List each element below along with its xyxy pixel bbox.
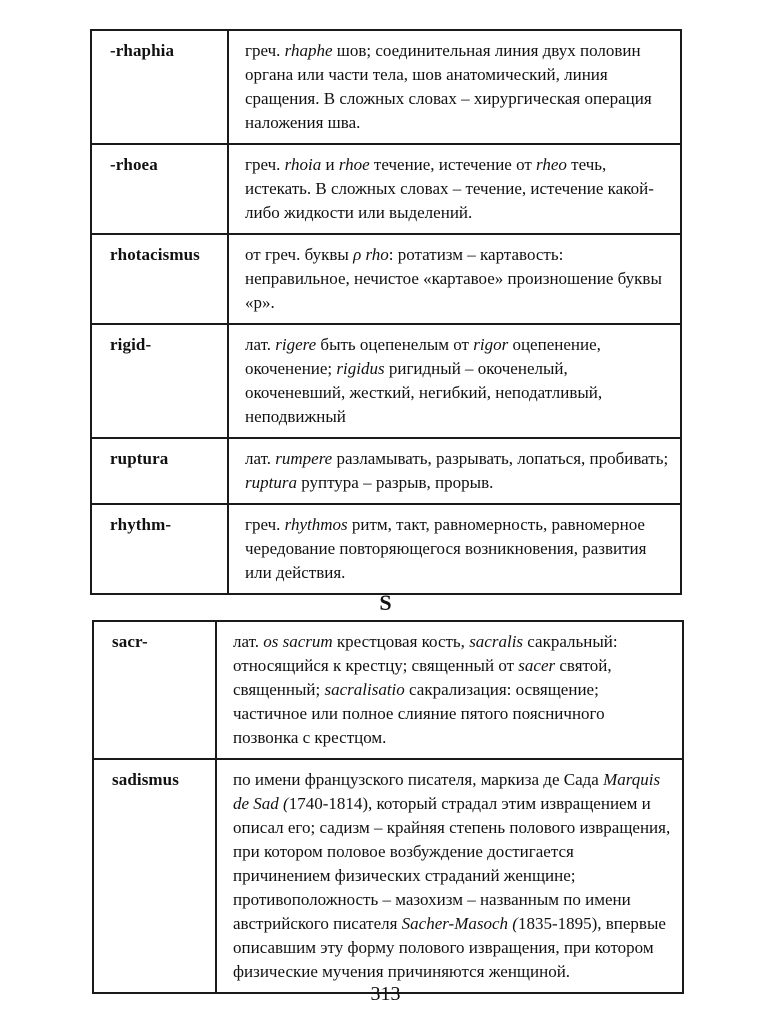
section-heading: S: [379, 590, 392, 615]
term-cell: sacr-: [93, 621, 216, 759]
definition-cell: [228, 144, 681, 234]
definition-cell: [228, 438, 681, 504]
page-number: 313: [370, 983, 401, 1005]
definition-text: греч.: [245, 41, 285, 60]
table-row: [93, 621, 683, 759]
definition-text: лат.: [245, 449, 276, 468]
definition-text: святой, священный;: [233, 656, 612, 699]
definition-text: от греч. буквы: [245, 245, 354, 264]
definition-italic-text: rigere: [275, 335, 317, 354]
definition-text: 1835-1895), впервые описавшим эту форму полового извращения, при котором физические мучения причиняются женщиной.: [233, 914, 666, 981]
definition-italic-text: sacralis: [469, 632, 524, 651]
definition-text: : ротатизм – картавость: неправильное, нечистое «картавое» произношение буквы «р».: [245, 245, 662, 312]
definition-text: течь, истекать. В сложных словах – течение, истечение какой-либо жидкости или выделений.: [245, 155, 654, 222]
definition-italic-text: rhoe: [338, 155, 370, 174]
definition-text: оцепенение, окоченение;: [245, 335, 601, 378]
term-cell: -rhoea: [91, 144, 228, 234]
definition-text: разламывать, разрывать, лопаться, пробивать;: [332, 449, 669, 468]
table-row: [91, 324, 681, 438]
definition-italic-text: rhoia: [284, 155, 322, 174]
term-cell: rhotacismus: [91, 234, 228, 324]
definition-text: течение, истечение от: [369, 155, 537, 174]
definition-text: ритм, такт, равномерность, равномерное чередование повторяющегося возникновения, развития или действия.: [245, 515, 647, 582]
definition-text: греч.: [245, 155, 285, 174]
table-row: [91, 30, 681, 144]
definition-text: сакральный: относящийся к крестцу; священный от: [233, 632, 618, 675]
definition-italic-text: rigidus: [336, 359, 385, 378]
definition-cell: [216, 759, 683, 993]
definition-italic-text: rheo: [536, 155, 567, 174]
term-cell: rhythm-: [91, 504, 228, 594]
definition-text: лат.: [245, 335, 276, 354]
table-row: [91, 504, 681, 594]
definition-italic-text: rhythmos: [284, 515, 348, 534]
definition-italic-text: sacer: [518, 656, 556, 675]
table-row: [91, 234, 681, 324]
definition-text: быть оцепенелым от: [316, 335, 474, 354]
definition-cell: [228, 324, 681, 438]
definition-cell: [228, 234, 681, 324]
term-cell: rigid-: [91, 324, 228, 438]
table-row: [91, 144, 681, 234]
definition-cell: [228, 504, 681, 594]
table-row: [91, 438, 681, 504]
definition-text: руптура – разрыв, прорыв.: [296, 473, 494, 492]
glossary-table-s: [92, 620, 684, 994]
definition-text: ригидный – окоченелый, окоченевший, жесткий, негибкий, неподатливый, неподвижный: [245, 359, 603, 426]
definition-italic-text: Marquis de Sad (: [233, 770, 661, 813]
definition-text: сакрализация: освящение; частичное или полное слияние пятого поясничного позвонка с крестцом.: [233, 680, 605, 747]
table-row: [93, 759, 683, 993]
definition-italic-text: sacralisatio: [324, 680, 405, 699]
term-cell: ruptura: [91, 438, 228, 504]
definition-italic-text: rigor: [473, 335, 509, 354]
term-cell: sadismus: [93, 759, 216, 993]
definition-text: греч.: [245, 515, 285, 534]
definition-italic-text: ruptura: [245, 473, 297, 492]
definition-cell: [216, 621, 683, 759]
definition-italic-text: Sacher-Masoch (: [401, 914, 518, 933]
definition-italic-text: ρ rho: [353, 245, 389, 264]
definition-text: по имени французского писателя, маркиза де Сада: [233, 770, 604, 789]
definition-italic-text: rumpere: [275, 449, 333, 468]
definition-text: 1740-1814), который страдал этим извращением и описал его; садизм – крайняя степень полового извращения, при котором половое возбуждение достигается причинением физических страданий женщине; противоположность – мазохизм – названным по имени австрийского писателя: [233, 794, 671, 933]
definition-cell: [228, 30, 681, 144]
definition-italic-text: os sacrum: [263, 632, 333, 651]
glossary-table-r: [90, 29, 682, 595]
definition-text: шов; соединительная линия двух половин органа или части тела, шов анатомический, линия сращения. В сложных словах – хирургическая операция наложения шва.: [245, 41, 652, 132]
definition-text: лат.: [233, 632, 264, 651]
definition-italic-text: rhaphe: [284, 41, 333, 60]
term-cell: -rhaphia: [91, 30, 228, 144]
definition-text: крестцовая кость,: [332, 632, 470, 651]
definition-text: и: [321, 155, 339, 174]
